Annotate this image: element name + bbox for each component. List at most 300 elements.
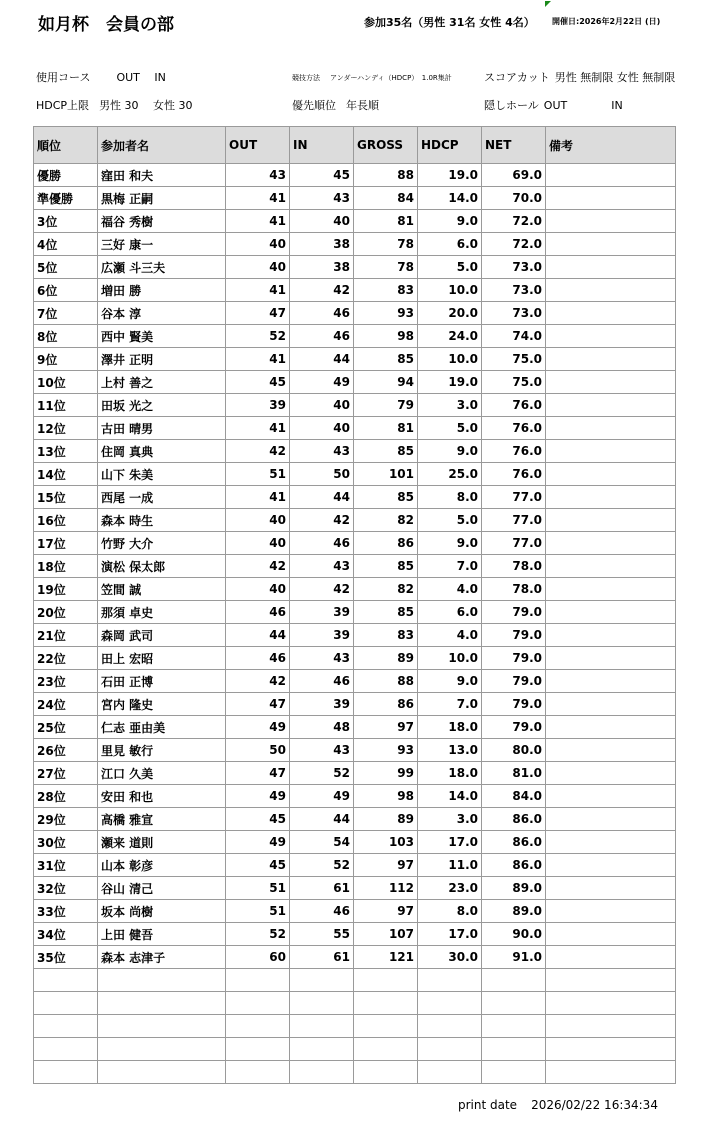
cell-gross: 85 (354, 440, 418, 463)
cell-out: 50 (226, 739, 290, 762)
course-value: OUT IN (116, 71, 166, 84)
table-row (34, 555, 676, 578)
cell-rank: 23位 (34, 670, 98, 693)
cell-out: 39 (226, 394, 290, 417)
cell-rank: 13位 (34, 440, 98, 463)
cell-name: 増田 勝 (98, 279, 226, 302)
cell-remarks (546, 440, 676, 463)
cell-rank: 4位 (34, 233, 98, 256)
cell-in: 61 (290, 877, 354, 900)
cell-rank: 準優勝 (34, 187, 98, 210)
table-row (34, 256, 676, 279)
empty-cell (546, 1061, 676, 1084)
cell-gross: 84 (354, 187, 418, 210)
cell-rank: 優勝 (34, 164, 98, 187)
cell-name: 三好 康一 (98, 233, 226, 256)
cell-remarks (546, 325, 676, 348)
cell-out: 42 (226, 440, 290, 463)
hdcp-info (36, 97, 193, 113)
header-in: IN (290, 127, 354, 164)
table-row (34, 578, 676, 601)
cell-rank: 11位 (34, 394, 98, 417)
cell-hdcp: 17.0 (418, 923, 482, 946)
table-row (34, 923, 676, 946)
table-row (34, 348, 676, 371)
cell-gross: 85 (354, 348, 418, 371)
cell-net: 79.0 (482, 647, 546, 670)
cell-rank: 25位 (34, 716, 98, 739)
cell-name: 住岡 真典 (98, 440, 226, 463)
cell-name: 山下 朱美 (98, 463, 226, 486)
cell-out: 51 (226, 877, 290, 900)
cell-rank: 10位 (34, 371, 98, 394)
cell-name: 田坂 光之 (98, 394, 226, 417)
empty-cell (354, 1015, 418, 1038)
cell-hdcp: 10.0 (418, 279, 482, 302)
table-row (34, 371, 676, 394)
empty-cell (482, 1015, 546, 1038)
cell-in: 44 (290, 348, 354, 371)
cell-in: 43 (290, 739, 354, 762)
empty-cell (418, 969, 482, 992)
cell-out: 47 (226, 762, 290, 785)
cell-remarks (546, 877, 676, 900)
header-net: NET (482, 127, 546, 164)
method-label: 競技方法 (292, 74, 320, 82)
priority-info (292, 97, 379, 113)
cell-in: 40 (290, 210, 354, 233)
cell-name: 森本 志津子 (98, 946, 226, 969)
cell-remarks (546, 302, 676, 325)
cell-net: 77.0 (482, 509, 546, 532)
cell-net: 86.0 (482, 808, 546, 831)
cell-gross: 121 (354, 946, 418, 969)
cell-rank: 7位 (34, 302, 98, 325)
cell-out: 40 (226, 233, 290, 256)
cell-out: 52 (226, 325, 290, 348)
cell-remarks (546, 647, 676, 670)
cell-hdcp: 8.0 (418, 486, 482, 509)
cell-in: 46 (290, 670, 354, 693)
method-info (292, 73, 452, 83)
cell-remarks (546, 486, 676, 509)
cell-name: 笠間 誠 (98, 578, 226, 601)
cell-out: 41 (226, 417, 290, 440)
cell-name: 福谷 秀樹 (98, 210, 226, 233)
cell-name: 森本 時生 (98, 509, 226, 532)
cell-in: 39 (290, 693, 354, 716)
table-row (34, 670, 676, 693)
cell-hdcp: 5.0 (418, 256, 482, 279)
cell-net: 89.0 (482, 877, 546, 900)
cell-remarks (546, 164, 676, 187)
table-row (34, 624, 676, 647)
print-date (458, 1098, 658, 1112)
cell-net: 76.0 (482, 417, 546, 440)
cell-in: 40 (290, 417, 354, 440)
cell-rank: 16位 (34, 509, 98, 532)
cell-in: 38 (290, 233, 354, 256)
cell-out: 40 (226, 509, 290, 532)
table-row (34, 417, 676, 440)
cell-gross: 82 (354, 578, 418, 601)
cell-net: 76.0 (482, 463, 546, 486)
empty-cell (290, 969, 354, 992)
cell-net: 76.0 (482, 394, 546, 417)
cell-hdcp: 10.0 (418, 647, 482, 670)
empty-cell (98, 1038, 226, 1061)
cell-name: 宮内 隆史 (98, 693, 226, 716)
cell-out: 45 (226, 371, 290, 394)
cell-gross: 103 (354, 831, 418, 854)
cell-net: 69.0 (482, 164, 546, 187)
empty-cell (226, 1038, 290, 1061)
cell-in: 44 (290, 486, 354, 509)
table-row (34, 394, 676, 417)
cell-net: 79.0 (482, 601, 546, 624)
cell-gross: 88 (354, 164, 418, 187)
cell-remarks (546, 555, 676, 578)
cell-net: 73.0 (482, 302, 546, 325)
cell-hdcp: 23.0 (418, 877, 482, 900)
empty-cell (546, 1038, 676, 1061)
cell-name: 西尾 一成 (98, 486, 226, 509)
cell-net: 90.0 (482, 923, 546, 946)
table-row (34, 325, 676, 348)
cell-hdcp: 24.0 (418, 325, 482, 348)
cell-remarks (546, 578, 676, 601)
table-row (34, 164, 676, 187)
empty-cell (418, 1061, 482, 1084)
cell-gross: 94 (354, 371, 418, 394)
cell-remarks (546, 670, 676, 693)
cell-hdcp: 7.0 (418, 693, 482, 716)
cell-net: 79.0 (482, 670, 546, 693)
header-gross: GROSS (354, 127, 418, 164)
empty-cell (482, 992, 546, 1015)
empty-cell (34, 969, 98, 992)
cell-name: 古田 晴男 (98, 417, 226, 440)
cell-remarks (546, 601, 676, 624)
cell-in: 49 (290, 371, 354, 394)
cell-hdcp: 18.0 (418, 762, 482, 785)
table-row (34, 831, 676, 854)
cell-hdcp: 6.0 (418, 233, 482, 256)
cell-in: 46 (290, 532, 354, 555)
cell-out: 40 (226, 578, 290, 601)
cell-remarks (546, 279, 676, 302)
cell-out: 45 (226, 808, 290, 831)
empty-cell (418, 992, 482, 1015)
cell-rank: 21位 (34, 624, 98, 647)
cell-rank: 27位 (34, 762, 98, 785)
cell-remarks (546, 762, 676, 785)
cell-in: 45 (290, 164, 354, 187)
cell-rank: 20位 (34, 601, 98, 624)
table-row (34, 946, 676, 969)
cell-name: 窪田 和夫 (98, 164, 226, 187)
empty-cell (98, 992, 226, 1015)
cell-remarks (546, 808, 676, 831)
header-hdcp: HDCP (418, 127, 482, 164)
cell-net: 89.0 (482, 900, 546, 923)
empty-row (34, 1015, 676, 1038)
cell-name: 石田 正博 (98, 670, 226, 693)
cell-out: 41 (226, 210, 290, 233)
cell-out: 41 (226, 279, 290, 302)
cell-hdcp: 30.0 (418, 946, 482, 969)
cell-in: 48 (290, 716, 354, 739)
table-row (34, 532, 676, 555)
empty-cell (290, 1015, 354, 1038)
cell-remarks (546, 371, 676, 394)
cell-gross: 78 (354, 233, 418, 256)
cell-net: 79.0 (482, 716, 546, 739)
cell-rank: 14位 (34, 463, 98, 486)
empty-cell (354, 969, 418, 992)
cell-rank: 6位 (34, 279, 98, 302)
cell-net: 80.0 (482, 739, 546, 762)
cell-hdcp: 6.0 (418, 601, 482, 624)
cell-name: 竹野 大介 (98, 532, 226, 555)
cell-gross: 97 (354, 854, 418, 877)
cell-net: 77.0 (482, 532, 546, 555)
cell-rank: 5位 (34, 256, 98, 279)
cell-net: 76.0 (482, 440, 546, 463)
cell-net: 73.0 (482, 256, 546, 279)
table-row (34, 233, 676, 256)
cell-remarks (546, 532, 676, 555)
cell-rank: 24位 (34, 693, 98, 716)
cell-out: 51 (226, 900, 290, 923)
cell-hdcp: 3.0 (418, 808, 482, 831)
cell-remarks (546, 716, 676, 739)
cell-name: 西中 賢美 (98, 325, 226, 348)
participant-count: 参加35名（男性 31名 女性 4名） (364, 16, 535, 29)
cell-remarks (546, 256, 676, 279)
cell-gross: 101 (354, 463, 418, 486)
empty-cell (34, 1061, 98, 1084)
cell-name: 谷山 清己 (98, 877, 226, 900)
hdcp-label: HDCP上限 (36, 99, 90, 112)
cell-name: 里見 敏行 (98, 739, 226, 762)
cell-out: 42 (226, 555, 290, 578)
cell-net: 72.0 (482, 233, 546, 256)
cell-net: 84.0 (482, 785, 546, 808)
cell-out: 60 (226, 946, 290, 969)
empty-cell (290, 992, 354, 1015)
course-info (36, 69, 166, 85)
print-date-value: 2026/02/22 16:34:34 (531, 1098, 658, 1112)
cell-remarks (546, 946, 676, 969)
cell-gross: 98 (354, 325, 418, 348)
cell-net: 78.0 (482, 555, 546, 578)
cell-net: 72.0 (482, 210, 546, 233)
cell-name: 那須 卓史 (98, 601, 226, 624)
cell-hdcp: 14.0 (418, 187, 482, 210)
cell-net: 78.0 (482, 578, 546, 601)
cell-rank: 34位 (34, 923, 98, 946)
cell-rank: 32位 (34, 877, 98, 900)
cell-out: 40 (226, 532, 290, 555)
empty-cell (98, 1061, 226, 1084)
cell-hdcp: 9.0 (418, 440, 482, 463)
table-row (34, 210, 676, 233)
cell-remarks (546, 394, 676, 417)
cell-gross: 85 (354, 486, 418, 509)
cell-rank: 12位 (34, 417, 98, 440)
cell-name: 上村 善之 (98, 371, 226, 394)
cell-rank: 17位 (34, 532, 98, 555)
cell-out: 47 (226, 302, 290, 325)
cell-gross: 88 (354, 670, 418, 693)
header-out: OUT (226, 127, 290, 164)
cell-name: 山本 彰彦 (98, 854, 226, 877)
empty-cell (34, 1038, 98, 1061)
cell-in: 44 (290, 808, 354, 831)
scorecut-info (484, 69, 675, 85)
header-name: 参加者名 (98, 127, 226, 164)
cell-rank: 33位 (34, 900, 98, 923)
cell-in: 43 (290, 555, 354, 578)
table-row (34, 279, 676, 302)
cell-out: 52 (226, 923, 290, 946)
print-date-label: print date (458, 1098, 518, 1112)
table-row (34, 854, 676, 877)
cell-gross: 81 (354, 210, 418, 233)
cell-out: 42 (226, 670, 290, 693)
empty-cell (482, 1038, 546, 1061)
cell-gross: 83 (354, 624, 418, 647)
empty-cell (98, 1015, 226, 1038)
cell-hdcp: 7.0 (418, 555, 482, 578)
cell-in: 42 (290, 279, 354, 302)
cell-hdcp: 8.0 (418, 900, 482, 923)
cell-remarks (546, 831, 676, 854)
cell-gross: 89 (354, 647, 418, 670)
cell-hdcp: 9.0 (418, 670, 482, 693)
cell-in: 42 (290, 578, 354, 601)
table-row (34, 739, 676, 762)
empty-cell (290, 1061, 354, 1084)
empty-cell (290, 1038, 354, 1061)
cell-net: 70.0 (482, 187, 546, 210)
table-row (34, 601, 676, 624)
cell-name: 谷本 淳 (98, 302, 226, 325)
cell-rank: 35位 (34, 946, 98, 969)
table-row (34, 302, 676, 325)
cell-in: 43 (290, 647, 354, 670)
hidden-hole-info (484, 97, 623, 113)
cell-hdcp: 10.0 (418, 348, 482, 371)
cell-name: 上田 健吾 (98, 923, 226, 946)
cell-hdcp: 5.0 (418, 509, 482, 532)
cell-rank: 28位 (34, 785, 98, 808)
empty-cell (418, 1015, 482, 1038)
cell-gross: 85 (354, 601, 418, 624)
cell-name: 坂本 尚樹 (98, 900, 226, 923)
cell-rank: 18位 (34, 555, 98, 578)
cell-remarks (546, 509, 676, 532)
cell-gross: 79 (354, 394, 418, 417)
cell-remarks (546, 233, 676, 256)
cell-remarks (546, 923, 676, 946)
cell-remarks (546, 210, 676, 233)
cell-gross: 82 (354, 509, 418, 532)
cell-hdcp: 9.0 (418, 210, 482, 233)
cell-hdcp: 11.0 (418, 854, 482, 877)
cell-in: 46 (290, 325, 354, 348)
cell-out: 43 (226, 164, 290, 187)
cell-rank: 19位 (34, 578, 98, 601)
cell-hdcp: 18.0 (418, 716, 482, 739)
table-row (34, 762, 676, 785)
cell-in: 52 (290, 854, 354, 877)
cell-rank: 31位 (34, 854, 98, 877)
table-row (34, 785, 676, 808)
empty-cell (354, 1061, 418, 1084)
cell-gross: 98 (354, 785, 418, 808)
cell-name: 広瀬 斗三夫 (98, 256, 226, 279)
scorecut-value: 男性 無制限 女性 無制限 (554, 71, 676, 84)
cell-name: 田上 宏昭 (98, 647, 226, 670)
hidden-hole-value: OUT IN (543, 99, 623, 112)
cell-remarks (546, 900, 676, 923)
hdcp-value: 男性 30 女性 30 (99, 99, 193, 112)
cell-hdcp: 19.0 (418, 164, 482, 187)
empty-row (34, 1061, 676, 1084)
cell-in: 38 (290, 256, 354, 279)
cell-net: 74.0 (482, 325, 546, 348)
cell-gross: 93 (354, 302, 418, 325)
cell-gross: 85 (354, 555, 418, 578)
cell-in: 54 (290, 831, 354, 854)
cell-out: 41 (226, 486, 290, 509)
cell-net: 77.0 (482, 486, 546, 509)
cell-gross: 86 (354, 693, 418, 716)
cell-name: 森岡 武司 (98, 624, 226, 647)
cell-hdcp: 3.0 (418, 394, 482, 417)
cell-gross: 81 (354, 417, 418, 440)
table-row (34, 716, 676, 739)
scorecut-label: スコアカット (484, 71, 550, 84)
cell-gross: 107 (354, 923, 418, 946)
cell-in: 43 (290, 440, 354, 463)
empty-cell (354, 992, 418, 1015)
empty-cell (482, 969, 546, 992)
cell-out: 45 (226, 854, 290, 877)
empty-cell (226, 969, 290, 992)
cell-in: 39 (290, 601, 354, 624)
cell-out: 51 (226, 463, 290, 486)
cell-hdcp: 4.0 (418, 624, 482, 647)
header-remarks: 備考 (546, 127, 676, 164)
empty-cell (226, 1061, 290, 1084)
cell-net: 73.0 (482, 279, 546, 302)
cell-remarks (546, 785, 676, 808)
cell-out: 44 (226, 624, 290, 647)
cell-in: 46 (290, 900, 354, 923)
empty-cell (226, 1015, 290, 1038)
priority-value: 年長順 (346, 99, 379, 112)
cell-net: 86.0 (482, 831, 546, 854)
cell-net: 75.0 (482, 348, 546, 371)
cell-rank: 29位 (34, 808, 98, 831)
cell-net: 75.0 (482, 371, 546, 394)
cell-gross: 93 (354, 739, 418, 762)
empty-cell (354, 1038, 418, 1061)
hidden-hole-label: 隠しホール (484, 99, 539, 112)
